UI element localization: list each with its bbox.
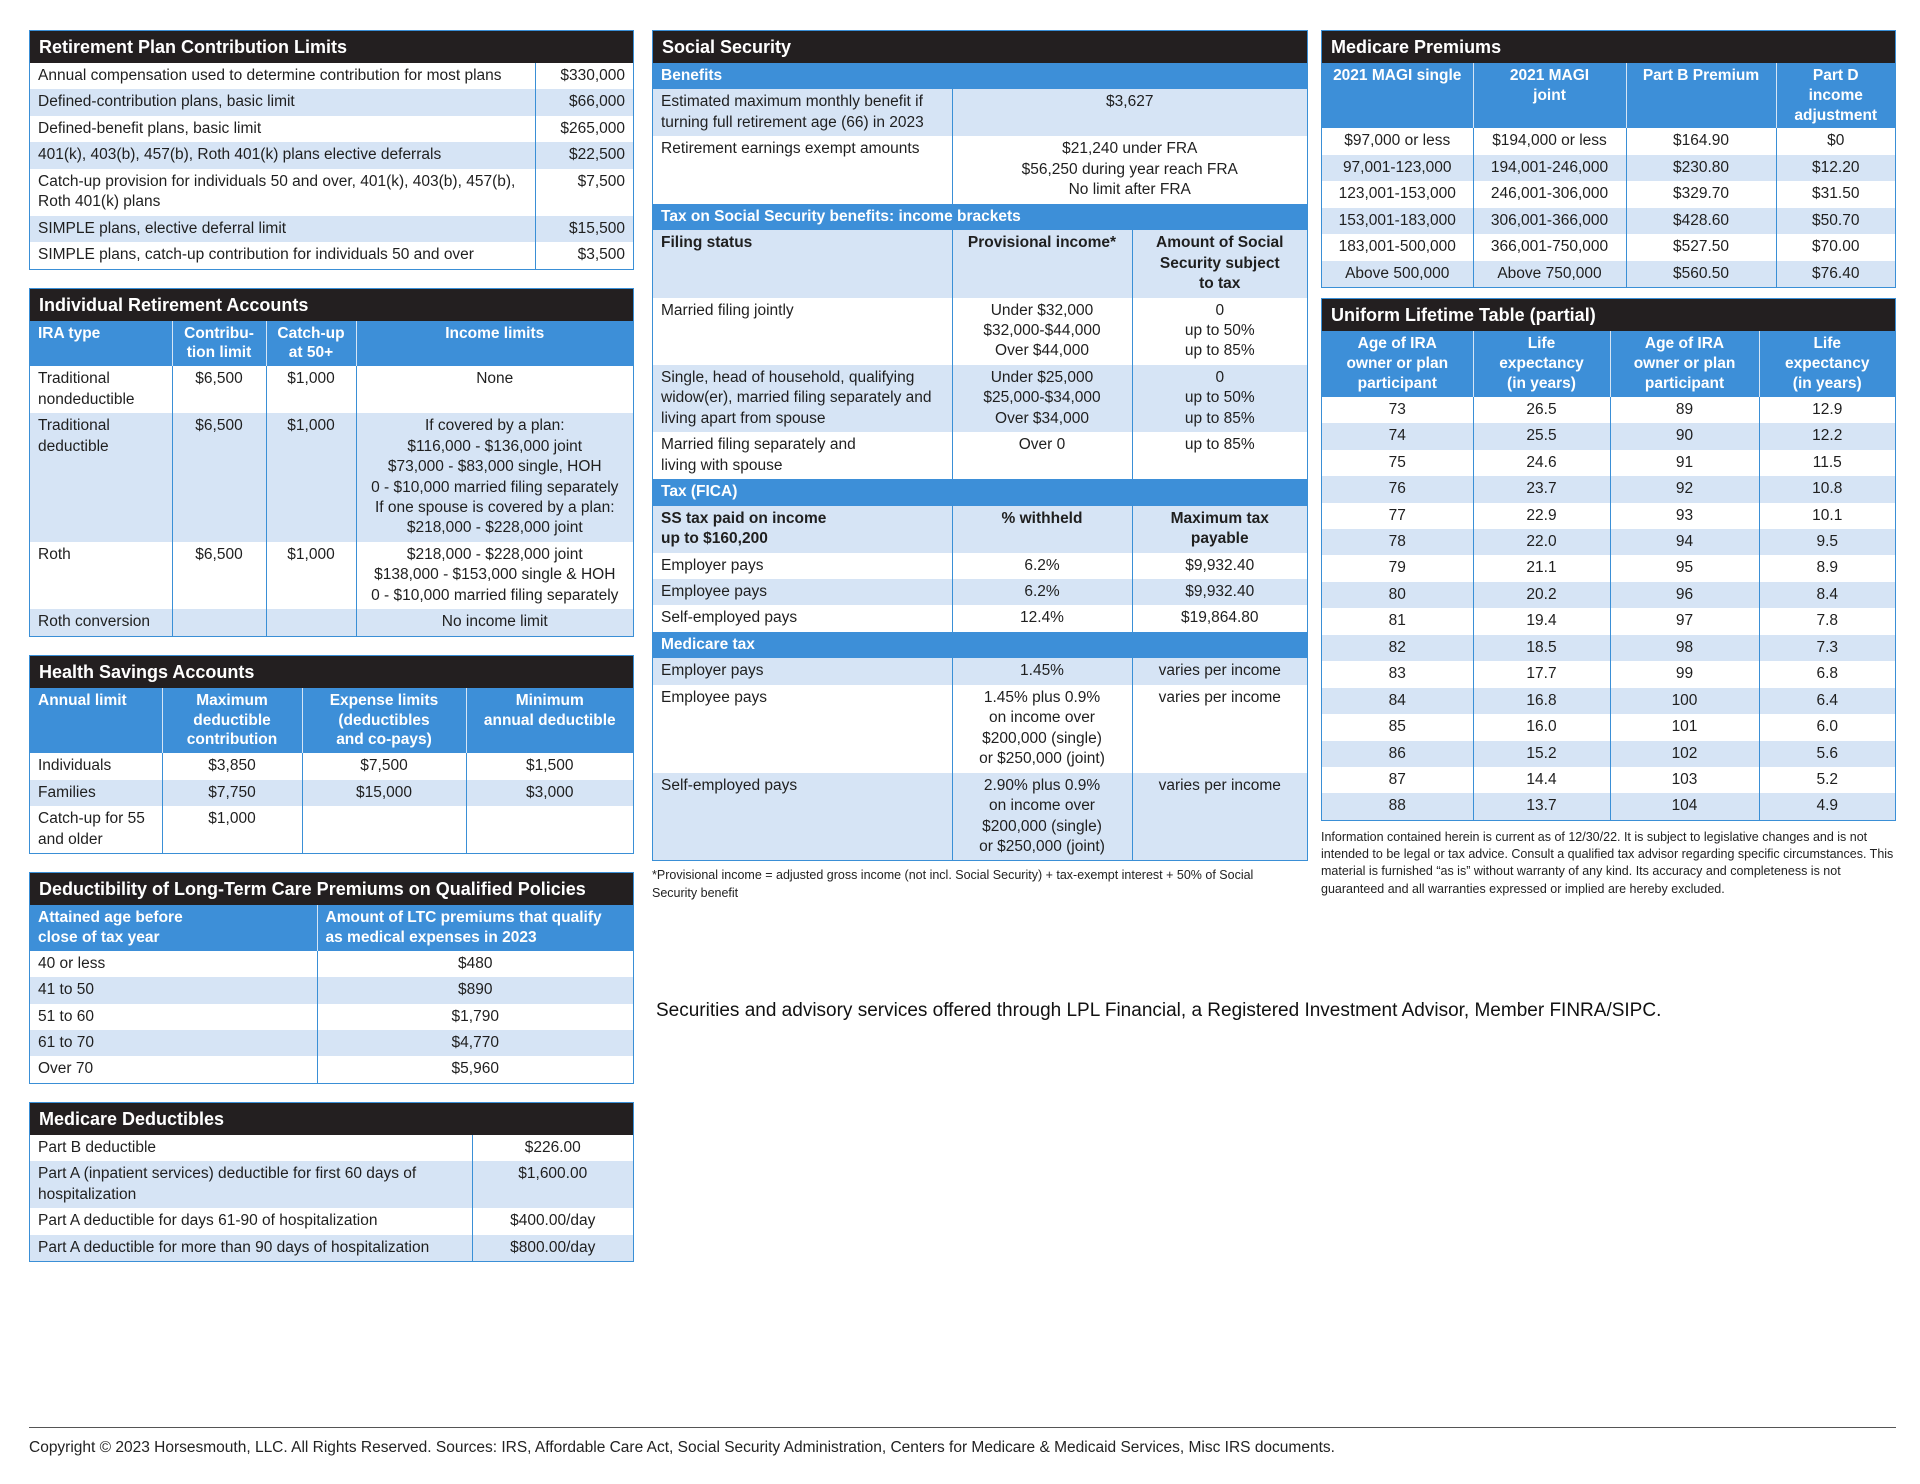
table-row [653, 298, 1307, 365]
table-cell: 22.9 [1473, 503, 1610, 529]
table-cell: 100 [1610, 688, 1759, 714]
table-cell: 75 [1388, 453, 1406, 471]
column-header: Contribu- tion limit [172, 321, 266, 367]
medicare-deductibles-table [30, 1135, 633, 1261]
table-cell: 51 to 60 [38, 1007, 95, 1025]
table-cell: Under $32,000 $32,000-$44,000 Over $44,000 [952, 298, 1132, 365]
retirement-limits-title: Retirement Plan Contribution Limits [30, 31, 633, 63]
table-cell: 23.7 [1473, 476, 1610, 502]
table-row [30, 1161, 633, 1208]
table-cell: 95 [1610, 555, 1759, 581]
table-cell: $4,770 [317, 1030, 633, 1056]
provisional-income-footnote: *Provisional income = adjusted gross income (not incl. Social Security) + tax-exempt interest + 50% of Social Security benefit [652, 868, 1254, 900]
table-cell: 76 [1322, 476, 1473, 502]
table-row [30, 216, 633, 242]
ira-title: Individual Retirement Accounts [30, 289, 633, 321]
table-row [30, 951, 633, 977]
table-cell: $218,000 - $228,000 joint $138,000 - $153,000 single & HOH 0 - $10,000 married filing separately [356, 542, 633, 609]
retirement-limits-section [29, 30, 634, 270]
table-row [653, 605, 1307, 631]
table-cell: 24.6 [1473, 450, 1610, 476]
table-cell: $1,790 [317, 1004, 633, 1030]
table-cell: Estimated maximum monthly benefit if turning full retirement age (66) in 2023 [653, 89, 952, 136]
table-cell: 61 to 70 [30, 1030, 317, 1056]
table-cell: Part A (inpatient services) deductible for first 60 days of hospitalization [30, 1161, 472, 1208]
ltc-section [29, 872, 634, 1084]
table-cell: Over 0 [952, 432, 1132, 479]
table-row [1322, 555, 1895, 581]
table-cell: $428.60 [1626, 208, 1776, 234]
table-cell: $7,750 [162, 780, 302, 806]
table-row [30, 116, 633, 142]
column-header: Maximum deductible contribution [162, 688, 302, 753]
footer-divider [29, 1427, 1896, 1428]
table-row [1322, 661, 1895, 687]
table-cell: 91 [1610, 450, 1759, 476]
table-cell: Employee pays [653, 579, 952, 605]
medicare-premiums-table [1322, 63, 1895, 287]
table-cell: $7,500 [535, 169, 633, 216]
table-cell: Traditional nondeductible [38, 370, 135, 408]
hsa-section [29, 655, 634, 854]
table-cell: 183,001-500,000 [1338, 238, 1456, 256]
table-row [653, 365, 1307, 432]
table-row [653, 685, 1307, 773]
lifetime-table-section [1321, 298, 1896, 821]
table-cell: 97,001-123,000 [1322, 155, 1473, 181]
ira-table [30, 321, 633, 636]
table-cell: Roth [38, 545, 71, 563]
table-cell: Over 70 [38, 1060, 94, 1078]
table-cell: None [356, 366, 633, 413]
table-cell: $164.90 [1626, 128, 1776, 154]
table-cell: $76.40 [1776, 261, 1895, 287]
table-row [1322, 208, 1895, 234]
social-security-section [652, 30, 1308, 861]
table-cell: Employee pays [661, 688, 767, 706]
table-cell: 86 [1322, 741, 1473, 767]
table-cell: 10.1 [1759, 503, 1895, 529]
table-cell: $15,000 [302, 780, 466, 806]
table-cell: 18.5 [1473, 635, 1610, 661]
table-row [30, 413, 633, 542]
lifetime-table-title: Uniform Lifetime Table (partial) [1322, 299, 1895, 331]
column-header: Part D income adjustment [1776, 63, 1895, 128]
lifetime-table [1322, 331, 1895, 820]
lpl-tagline: Securities and advisory services offered through LPL Financial, a Registered Investment Advisor, Member FINRA/SIPC. [656, 1000, 1662, 1021]
table-cell: 306,001-366,000 [1473, 208, 1626, 234]
table-cell: 6.2% [952, 579, 1132, 605]
table-cell: 16.0 [1473, 714, 1610, 740]
column-header: 2021 MAGI joint [1473, 63, 1626, 128]
table-cell: 1.45% [952, 658, 1132, 684]
table-cell: $194,000 or less [1473, 128, 1626, 154]
table-row [1322, 181, 1895, 207]
table-cell: $0 [1776, 128, 1895, 154]
table-row [653, 658, 1307, 684]
table-row [30, 977, 633, 1003]
table-cell [466, 806, 633, 853]
table-row [30, 1004, 633, 1030]
table-cell: 13.7 [1473, 793, 1610, 819]
table-row [30, 753, 633, 779]
table-cell: SIMPLE plans, catch-up contribution for individuals 50 and over [38, 246, 474, 264]
table-cell: Self-employed pays [661, 609, 798, 627]
subheader-label: Tax on Social Security benefits: income brackets [653, 204, 1307, 230]
table-cell: $5,960 [317, 1056, 633, 1082]
table-cell: $15,500 [535, 216, 633, 242]
table-cell: $1,000 [266, 413, 356, 542]
copyright-text: Copyright © 2023 Horsesmouth, LLC. All Rights Reserved. Sources: IRS, Affordable Care Act, Social Security Administration, Centers for Medicare & Medicaid Services, Misc IRS documents. [29, 1439, 1335, 1456]
table-cell: 84 [1322, 688, 1473, 714]
retirement-limits-table [30, 63, 633, 269]
column-header: Filing status [653, 230, 952, 297]
table-row [30, 242, 633, 268]
table-row [30, 780, 633, 806]
table-cell: $12.20 [1776, 155, 1895, 181]
table-cell: 1.45% plus 0.9% on income over $200,000 (single) or $250,000 (joint) [952, 685, 1132, 773]
table-cell: 5.2 [1759, 767, 1895, 793]
table-cell: 21.1 [1473, 555, 1610, 581]
subheader-label: Medicare tax [653, 632, 1307, 658]
table-cell: $31.50 [1776, 181, 1895, 207]
table-cell: 22.0 [1473, 529, 1610, 555]
column-header: Part B Premium [1626, 63, 1776, 128]
table-cell: 194,001-246,000 [1473, 155, 1626, 181]
table-cell: $560.50 [1626, 261, 1776, 287]
table-row [30, 142, 633, 168]
section-subheader [653, 204, 1307, 230]
table-cell: 99 [1610, 661, 1759, 687]
table-row [30, 1030, 633, 1056]
table-cell: varies per income [1132, 685, 1307, 773]
table-cell: 9.5 [1759, 529, 1895, 555]
table-cell: 26.5 [1473, 397, 1610, 423]
table-cell: 123,001-153,000 [1338, 185, 1456, 203]
table-cell: 6.8 [1759, 661, 1895, 687]
table-row [1322, 261, 1895, 287]
table-cell: 6.4 [1759, 688, 1895, 714]
column-header: Annual limit [30, 688, 162, 753]
table-row [1322, 793, 1895, 819]
table-cell: 8.9 [1759, 555, 1895, 581]
table-cell: 94 [1610, 529, 1759, 555]
table-row [1322, 155, 1895, 181]
table-row [30, 1056, 633, 1082]
table-cell: 246,001-306,000 [1473, 181, 1626, 207]
disclaimer-text: Information contained herein is current as of 12/30/22. It is subject to legislative changes and is not intended to be legal or tax advice. Consult a qualified tax advisor regarding specific circumstances. This material is furnished “as is” without warranty of any kind. Its accuracy and completeness is not guaranteed and all warranties expressed or implied are hereby excluded. [1321, 829, 1894, 896]
table-row [1322, 529, 1895, 555]
table-cell: 17.7 [1473, 661, 1610, 687]
table-cell [302, 806, 466, 853]
table-cell: $329.70 [1626, 181, 1776, 207]
table-cell: If covered by a plan: $116,000 - $136,000 joint $73,000 - $83,000 single, HOH 0 - $10,000 married filing separately If one spouse is covered by a plan: $218,000 - $228,000 joint [356, 413, 633, 542]
table-cell: Families [30, 780, 162, 806]
table-row [1322, 450, 1895, 476]
medicare-premiums-title: Medicare Premiums [1322, 31, 1895, 63]
table-row [1322, 608, 1895, 634]
table-cell: $66,000 [535, 89, 633, 115]
table-cell: 73 [1388, 400, 1406, 418]
table-cell: $97,000 or less [1344, 132, 1451, 150]
table-cell: 96 [1610, 582, 1759, 608]
subheader-label: Benefits [653, 63, 1307, 89]
table-cell: 103 [1610, 767, 1759, 793]
table-cell: $1,600.00 [472, 1161, 633, 1208]
table-cell: $50.70 [1776, 208, 1895, 234]
column-header: 2021 MAGI single [1322, 63, 1473, 128]
medicare-premiums-section [1321, 30, 1896, 288]
table-row [30, 1208, 633, 1234]
table-cell: 366,001-750,000 [1473, 234, 1626, 260]
table-row [1322, 476, 1895, 502]
table-cell: 5.6 [1759, 741, 1895, 767]
column-header: Age of IRA owner or plan participant [1610, 331, 1759, 396]
column-header: Catch-up at 50+ [266, 321, 356, 367]
table-cell: Employer pays [661, 556, 764, 574]
column-header: Attained age before close of tax year [30, 905, 317, 951]
hsa-title: Health Savings Accounts [30, 656, 633, 688]
table-cell: 89 [1610, 397, 1759, 423]
table-cell: 20.2 [1473, 582, 1610, 608]
table-cell: varies per income [1132, 773, 1307, 861]
table-row [653, 432, 1307, 479]
table-cell: 4.9 [1759, 793, 1895, 819]
table-cell: 93 [1610, 503, 1759, 529]
table-cell: Part A deductible for more than 90 days of hospitalization [30, 1235, 472, 1261]
subheader-label: Tax (FICA) [653, 479, 1307, 505]
table-cell: Single, head of household, qualifying widow(er), married filing separately and living apart from spouse [653, 365, 952, 432]
table-cell: 7.3 [1759, 635, 1895, 661]
table-row [30, 366, 633, 413]
table-cell: 82 [1322, 635, 1473, 661]
table-row [653, 579, 1307, 605]
table-cell: 6.2% [952, 553, 1132, 579]
table-row [30, 63, 633, 89]
table-cell: 2.90% plus 0.9% on income over $200,000 (single) or $250,000 (joint) [952, 773, 1132, 861]
table-row [1322, 423, 1895, 449]
column-header: Amount of LTC premiums that qualify as medical expenses in 2023 [317, 905, 633, 951]
table-row [30, 169, 633, 216]
table-cell: 92 [1610, 476, 1759, 502]
column-header: Provisional income* [952, 230, 1132, 297]
table-cell: $1,000 [266, 542, 356, 609]
table-cell: $9,932.40 [1132, 579, 1307, 605]
table-cell: Catch-up for 55 and older [38, 810, 145, 848]
table-cell: $226.00 [472, 1135, 633, 1161]
column-header: IRA type [30, 321, 172, 367]
table-cell: 41 to 50 [30, 977, 317, 1003]
table-cell: $21,240 under FRA $56,250 during year reach FRA No limit after FRA [952, 136, 1307, 203]
table-cell: $6,500 [172, 366, 266, 413]
ltc-title: Deductibility of Long-Term Care Premiums on Qualified Policies [30, 873, 633, 905]
column-header: Maximum tax payable [1132, 506, 1307, 553]
table-row [1322, 503, 1895, 529]
table-cell: Employer pays [653, 658, 952, 684]
table-row [30, 1135, 633, 1161]
table-row [1322, 767, 1895, 793]
table-cell: $3,500 [535, 242, 633, 268]
table-cell: $3,627 [952, 89, 1307, 136]
table-row [1322, 714, 1895, 740]
table-cell: Under $25,000 $25,000-$34,000 Over $34,000 [952, 365, 1132, 432]
table-cell: 6.0 [1759, 714, 1895, 740]
table-row [30, 89, 633, 115]
table-cell: Part B deductible [38, 1138, 157, 1156]
table-cell: Roth conversion [30, 609, 172, 635]
table-cell: $1,000 [162, 806, 302, 853]
table-row [1322, 582, 1895, 608]
table-row [1322, 234, 1895, 260]
column-header: % withheld [952, 506, 1132, 553]
table-cell: 83 [1388, 665, 1406, 683]
table-row [30, 542, 633, 609]
table-cell: 15.2 [1473, 741, 1610, 767]
table-cell: Individuals [38, 757, 112, 775]
table-cell: 25.5 [1473, 423, 1610, 449]
table-cell: 0 up to 50% up to 85% [1132, 365, 1307, 432]
hsa-table [30, 688, 633, 853]
ira-section [29, 288, 634, 637]
table-cell: $265,000 [535, 116, 633, 142]
column-header: SS tax paid on income up to $160,200 [653, 506, 952, 553]
table-row [653, 773, 1307, 861]
column-header: Age of IRA owner or plan participant [1322, 331, 1473, 396]
table-row [1322, 128, 1895, 154]
table-cell: 10.8 [1759, 476, 1895, 502]
table-cell: 14.4 [1473, 767, 1610, 793]
table-cell: Self-employed pays [653, 773, 952, 861]
table-cell: 16.8 [1473, 688, 1610, 714]
table-cell: Traditional deductible [30, 413, 172, 542]
table-cell: 401(k), 403(b), 457(b), Roth 401(k) plans elective deferrals [30, 142, 535, 168]
table-cell: up to 85% [1132, 432, 1307, 479]
column-header: Life expectancy (in years) [1473, 331, 1610, 396]
table-cell: Part A deductible for days 61-90 of hospitalization [38, 1212, 378, 1230]
table-cell: 0 up to 50% up to 85% [1132, 298, 1307, 365]
table-row [1322, 688, 1895, 714]
medicare-deductibles-section [29, 1102, 634, 1262]
table-cell: Above 750,000 [1473, 261, 1626, 287]
table-cell: 8.4 [1759, 582, 1895, 608]
table-cell: No income limit [356, 609, 633, 635]
table-cell [266, 609, 356, 635]
section-subheader [653, 632, 1307, 658]
table-cell: $480 [317, 951, 633, 977]
table-cell: 102 [1610, 741, 1759, 767]
social-security-table [653, 63, 1307, 860]
table-row [30, 806, 633, 853]
table-cell: varies per income [1132, 658, 1307, 684]
table-cell: Defined-contribution plans, basic limit [30, 89, 535, 115]
table-cell: 87 [1388, 771, 1406, 789]
section-subheader [653, 479, 1307, 505]
ltc-table [30, 905, 633, 1083]
table-row [1322, 635, 1895, 661]
table-cell: 101 [1610, 714, 1759, 740]
table-cell: $400.00/day [472, 1208, 633, 1234]
table-cell: 77 [1388, 506, 1406, 524]
table-cell: $890 [317, 977, 633, 1003]
table-cell: 79 [1388, 559, 1406, 577]
table-cell: $230.80 [1626, 155, 1776, 181]
section-subheader [653, 63, 1307, 89]
table-cell: Married filing separately and living with spouse [661, 436, 856, 474]
table-cell: 98 [1610, 635, 1759, 661]
table-row [30, 609, 633, 635]
social-security-title: Social Security [653, 31, 1307, 63]
table-cell: 11.5 [1759, 450, 1895, 476]
table-cell: 80 [1322, 582, 1473, 608]
table-cell: Catch-up provision for individuals 50 and over, 401(k), 403(b), 457(b), Roth 401(k) plans [38, 172, 516, 211]
table-cell: Above 500,000 [1322, 261, 1473, 287]
table-cell: $22,500 [535, 142, 633, 168]
table-cell: 81 [1388, 612, 1406, 630]
table-cell: $1,000 [266, 366, 356, 413]
table-cell: 12.2 [1759, 423, 1895, 449]
column-header: Minimum annual deductible [466, 688, 633, 753]
table-header-row [653, 230, 1307, 297]
table-cell: $330,000 [535, 63, 633, 89]
table-cell: $6,500 [172, 413, 266, 542]
table-cell: $1,500 [466, 753, 633, 779]
table-cell: $70.00 [1776, 234, 1895, 260]
column-header: Income limits [356, 321, 633, 367]
table-cell: 12.9 [1759, 397, 1895, 423]
table-row [30, 1235, 633, 1261]
table-cell: Defined-benefit plans, basic limit [38, 119, 262, 137]
table-row [1322, 741, 1895, 767]
table-cell: Married filing jointly [661, 301, 794, 319]
table-header-row [653, 506, 1307, 553]
column-header: Amount of Social Security subject to tax [1132, 230, 1307, 297]
table-cell: 88 [1322, 793, 1473, 819]
table-row [653, 136, 1307, 203]
table-cell: $3,000 [466, 780, 633, 806]
table-cell: $9,932.40 [1132, 553, 1307, 579]
table-cell: 97 [1610, 608, 1759, 634]
table-cell: 90 [1610, 423, 1759, 449]
table-cell: $527.50 [1626, 234, 1776, 260]
table-row [653, 553, 1307, 579]
table-row [1322, 397, 1895, 423]
column-header: Expense limits (deductibles and co-pays) [302, 688, 466, 753]
table-row [653, 89, 1307, 136]
table-cell: 74 [1322, 423, 1473, 449]
table-cell [172, 609, 266, 635]
table-cell: $800.00/day [472, 1235, 633, 1261]
table-cell: Annual compensation used to determine contribution for most plans [38, 67, 502, 84]
table-cell: 104 [1610, 793, 1759, 819]
table-cell: $7,500 [302, 753, 466, 779]
table-cell: $6,500 [172, 542, 266, 609]
table-cell: 12.4% [952, 605, 1132, 631]
table-cell: $3,850 [162, 753, 302, 779]
table-cell: Retirement earnings exempt amounts [661, 140, 920, 158]
table-cell: $19,864.80 [1132, 605, 1307, 631]
table-cell: 19.4 [1473, 608, 1610, 634]
table-cell: 153,001-183,000 [1322, 208, 1473, 234]
table-cell: 7.8 [1759, 608, 1895, 634]
column-header: Life expectancy (in years) [1759, 331, 1895, 396]
medicare-deductibles-title: Medicare Deductibles [30, 1103, 633, 1135]
table-cell: 78 [1322, 529, 1473, 555]
table-cell: 85 [1388, 718, 1406, 736]
table-cell: SIMPLE plans, elective deferral limit [30, 216, 535, 242]
table-cell: 40 or less [38, 954, 106, 972]
